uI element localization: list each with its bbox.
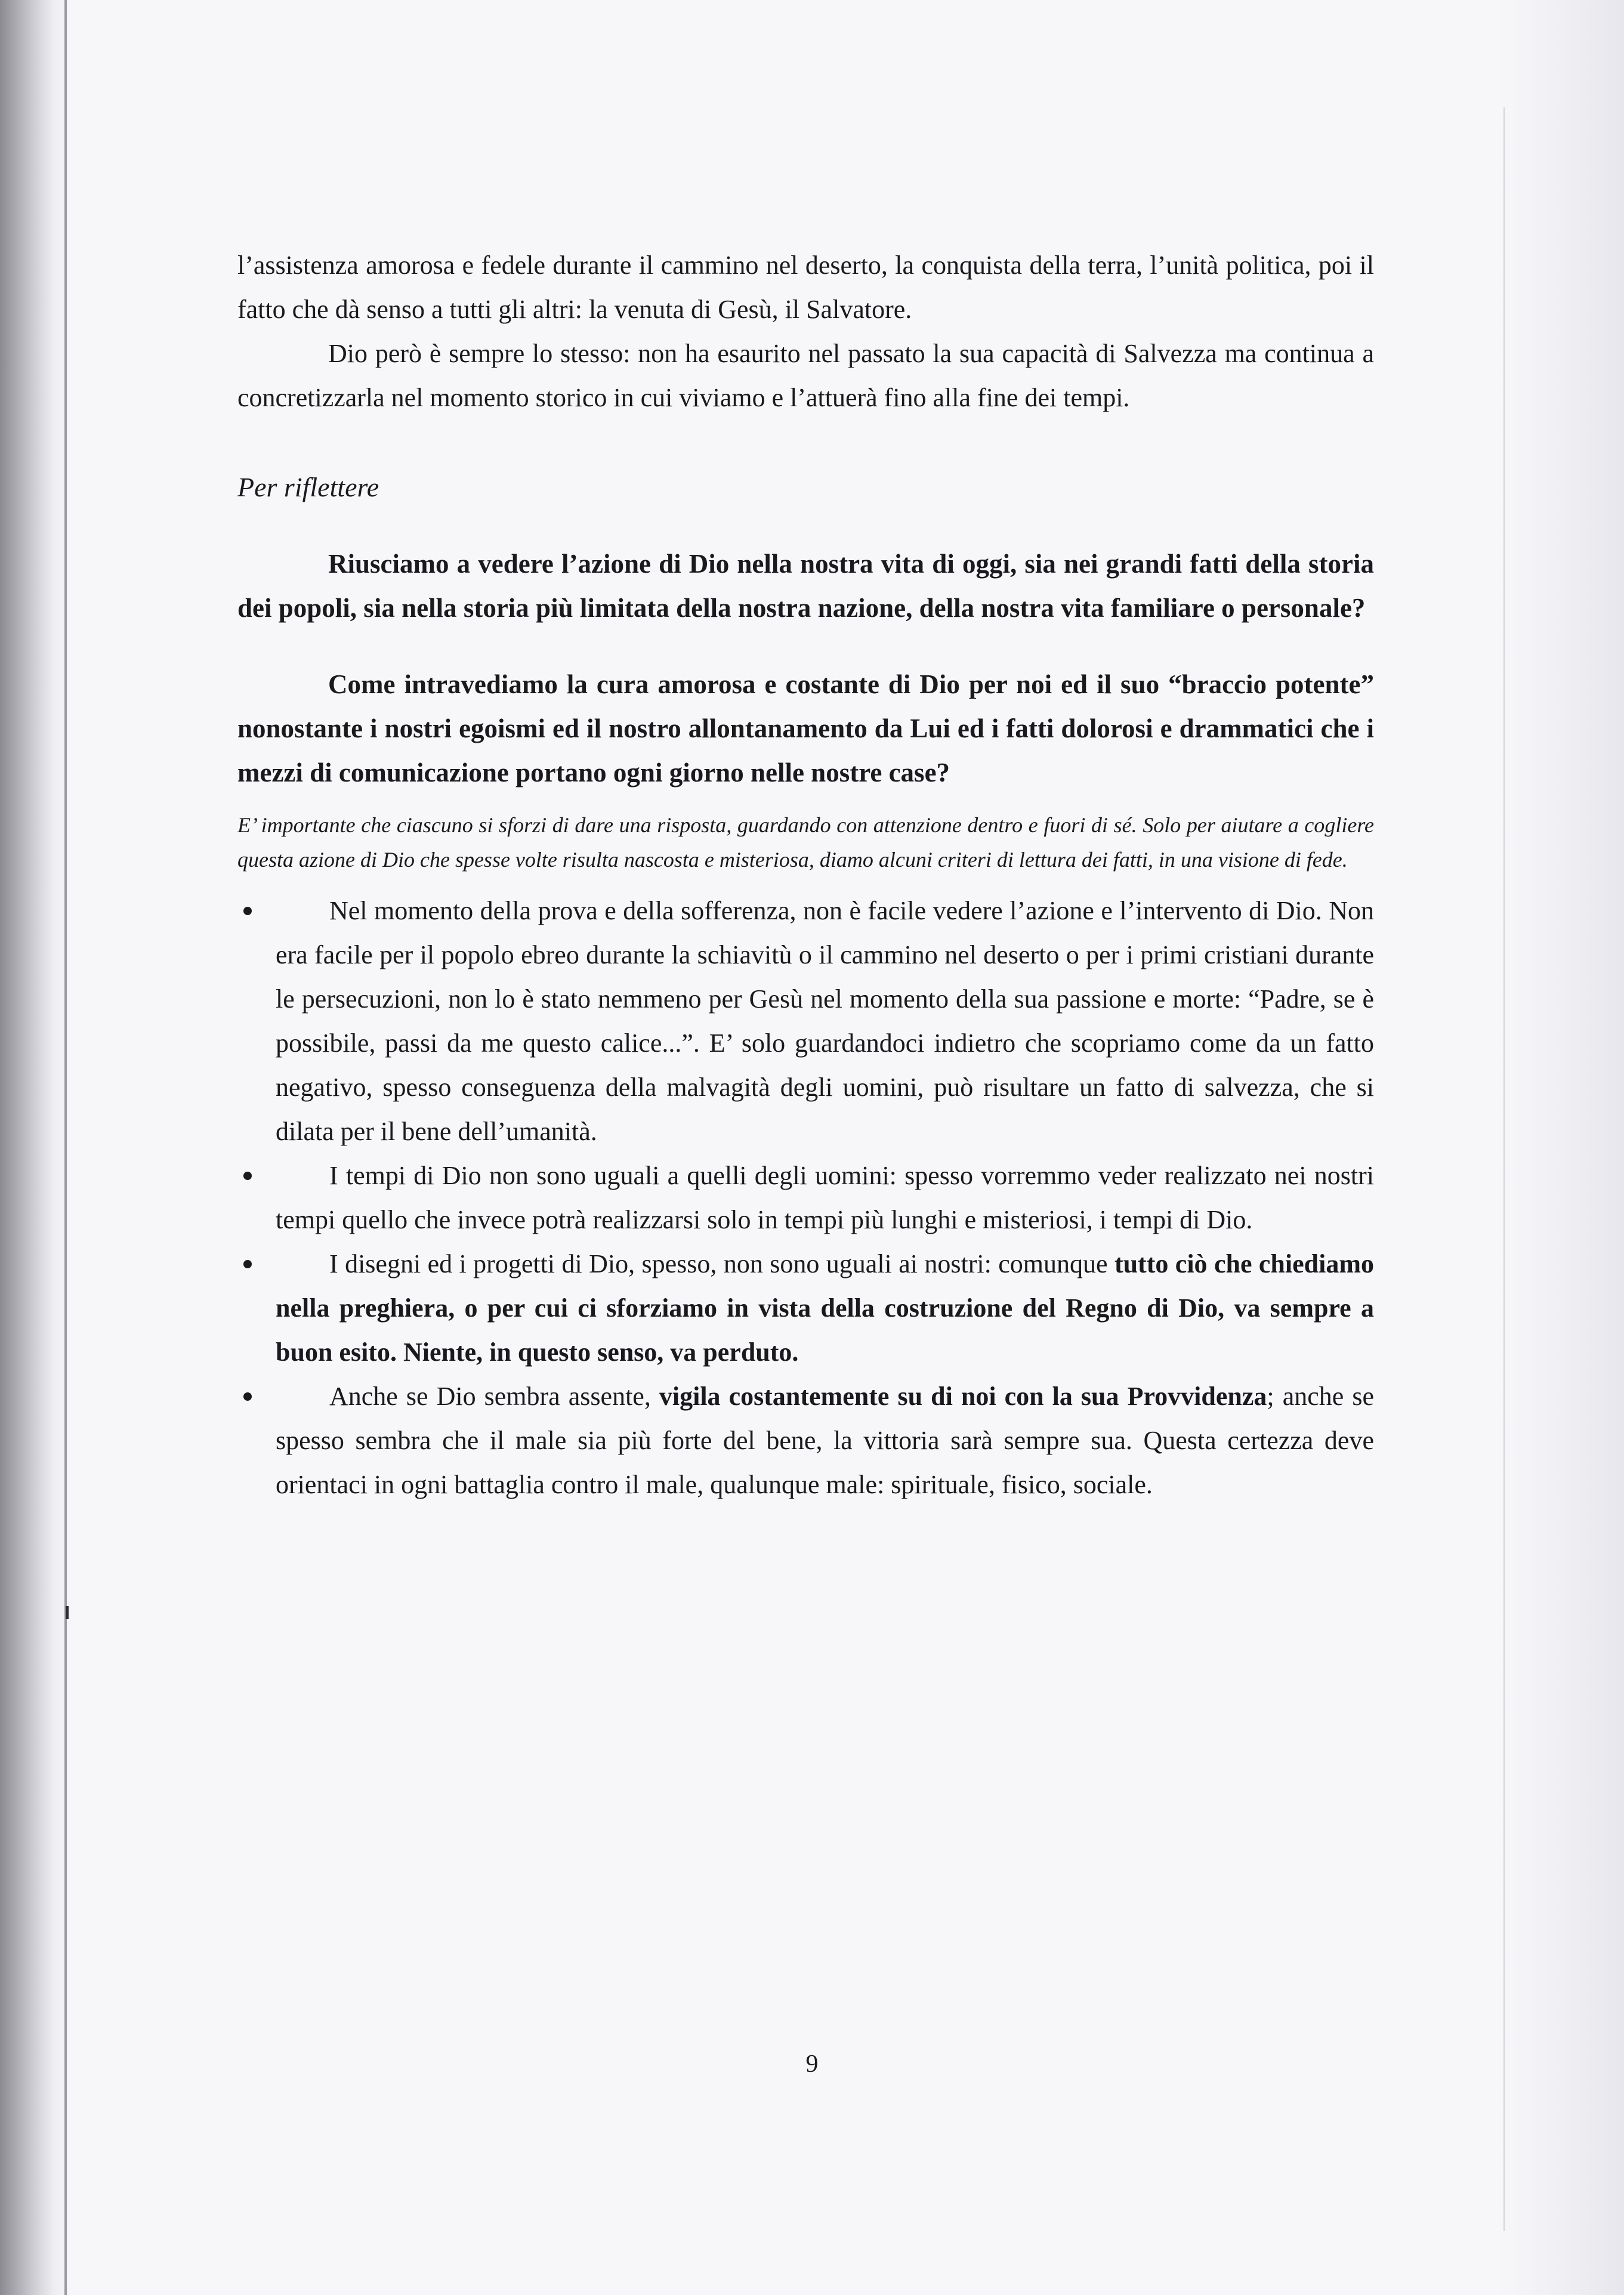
- list-item-text: I disegni ed i progetti di Dio, spesso, non sono uguali ai nostri: comunque: [329, 1249, 1114, 1278]
- page-edge-line: [1503, 107, 1505, 2231]
- list-item: [237, 1242, 1374, 1374]
- scan-mark: [66, 1606, 69, 1619]
- list-item: [237, 1154, 1374, 1242]
- bullet-icon: [243, 1392, 252, 1401]
- paragraph-continuation: l’assistenza amorosa e fedele durante il cammino nel deserto, la conquista della terra, l’unità politica, poi il fatto che dà senso a tutti gli altri: la venuta di Gesù, il Salvatore.: [237, 251, 1374, 324]
- list-item-bold-text: vigila costantemente su di noi con la sua Provvidenza: [659, 1382, 1267, 1411]
- page-edge: [1499, 0, 1624, 2295]
- list-item-text: Nel momento della prova e della sofferenza, non è facile vedere l’azione e l’intervento di Dio. Non era facile per il popolo ebreo durante la schiavitù o il cammino nel deserto o per i primi cristiani durante le persecuzioni, non lo è stato nemmeno per Gesù nel momento della sua passione e morte: “Padre, se è possibile, passi da me questo calice...”. E’ solo guardandoci indietro che scopriamo come da un fatto negativo, spesso conseguenza della malvagità degli uomini, può risultare un fatto di salvezza, che si dilata per il bene dell’umanità.: [276, 896, 1374, 1146]
- bullet-icon: [243, 907, 252, 915]
- italic-note: E’ importante che ciascuno si sforzi di dare una risposta, guardando con attenzione dentro e fuori di sé. Solo per aiutare a cogliere questa azione di Dio che spesse volte risulta nascosta e misteriosa, diamo alcuni criteri di lettura dei fatti, in una visione di fede.: [237, 813, 1374, 872]
- list-item-text: ; anche se spesso sembra che il male sia più forte del bene, la vittoria sarà sempre sua. Questa certezza deve orientaci in ogni battaglia contro il male, qualunque male: spirituale, fisico, sociale.: [276, 1382, 1374, 1499]
- bullet-icon: [243, 1260, 252, 1268]
- bullet-icon: [243, 1172, 252, 1180]
- list-item-bold-text: tutto ciò che chiediamo nella preghiera, o per cui ci sforziamo in vista della costruzione del Regno di Dio, va sempre a buon esito. Niente, in questo senso, va perduto.: [276, 1249, 1375, 1367]
- reflection-question-1: Riusciamo a vedere l’azione di Dio nella nostra vita di oggi, sia nei grandi fatti della storia dei popoli, sia nella storia più limitata della nostra nazione, della nostra vita familiare o personale?: [237, 549, 1374, 623]
- reflection-question-2: Come intravediamo la cura amorosa e costante di Dio per noi ed il suo “braccio potente” nonostante i nostri egoismi ed il nostro allontanamento da Lui ed i fatti dolorosi e drammatici che i mezzi di comunicazione portano ogni giorno nelle nostre case?: [237, 669, 1374, 787]
- paragraph-salvezza: Dio però è sempre lo stesso: non ha esaurito nel passato la sua capacità di Salvezza ma continua a concretizzarla nel momento storico in cui viviamo e l’attuerà fino alla fine dei tempi.: [237, 339, 1374, 412]
- binding-shadow: [0, 0, 70, 2295]
- list-item: [237, 1374, 1374, 1507]
- binding-fold: [64, 0, 67, 2295]
- list-item: [237, 889, 1374, 1154]
- list-item-text: I tempi di Dio non sono uguali a quelli degli uomini: spesso vorremmo veder realizzato nei nostri tempi quello che invece potrà realizzarsi solo in tempi più lunghi e misteriosi, i tempi di Dio.: [276, 1161, 1374, 1234]
- page-body: [237, 243, 1374, 1507]
- section-heading: Per riflettere: [237, 472, 379, 502]
- criteria-list: [237, 889, 1374, 1507]
- page-number: 9: [805, 2050, 819, 2078]
- list-item-text: Anche se Dio sembra assente,: [329, 1382, 659, 1411]
